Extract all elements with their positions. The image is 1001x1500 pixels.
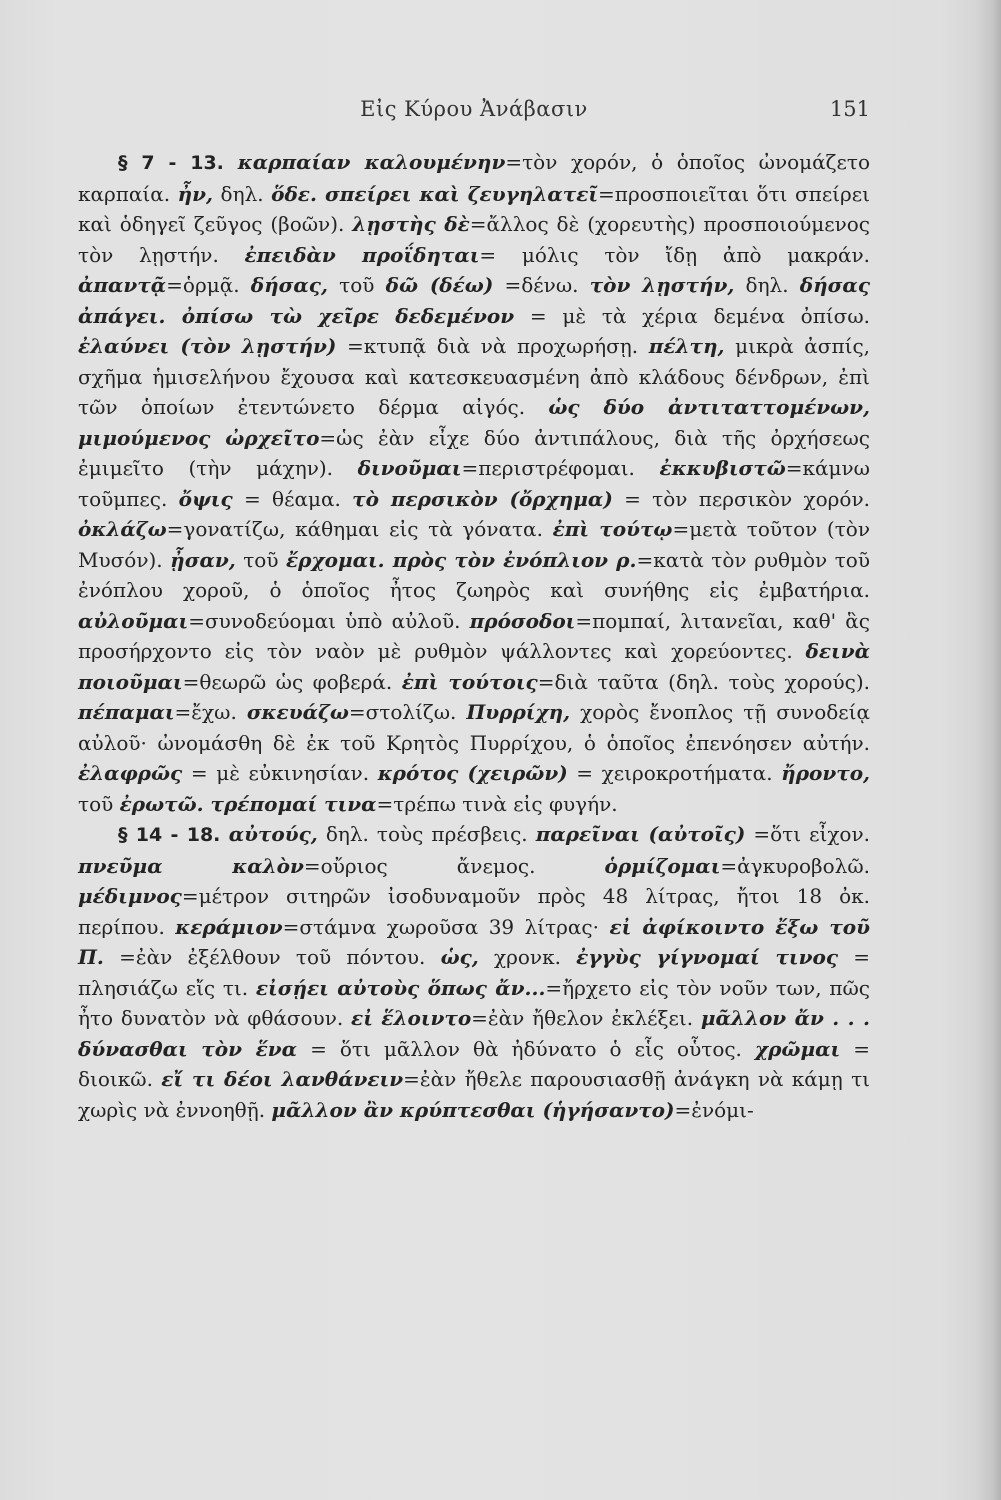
gloss-text: μικρὰ ἀσπίς, σχῆμα ἡμισελήνου ἔχουσα καὶ κατεσκευασμένη ἀπὸ κλάδους δένδρων, ἐπὶ τῶν ὁποίων ἐτεντώνετο δέρμα αἰγός.: [78, 334, 871, 419]
lemma: πρόσοδοι: [469, 608, 576, 633]
lemma: ἐπὶ τούτῳ: [552, 517, 673, 541]
gloss-text: =δένω.: [493, 273, 590, 297]
lemma: αὐλοῦμαι: [78, 608, 189, 633]
gloss-text: =ἄλλος δὲ (χορευτὴς) προσποιούμενος τὸν λῃστήν.: [78, 212, 870, 267]
gloss-text: =ἤρχετο εἰς τὸν νοῦν των, πῶς ἦτο δυνατὸν νὰ φθάσουν.: [78, 975, 870, 1030]
gloss-text: δηλ.: [213, 181, 272, 206]
gloss-text: =ἐὰν ἤθελε παρουσιασθῇ ἀνάγκη νὰ κάμῃ τι χωρὶς νὰ ἐννοηθῇ.: [78, 1067, 870, 1122]
lemma: εἰ ἀφίκοιντο ἔξω τοῦ Π.: [78, 914, 870, 969]
lemma: εἰ ἕλοιντο: [351, 1006, 472, 1030]
commentary-paragraph: [78, 147, 870, 819]
gloss-text: =πομπαί, λιτανεῖαι, καθ' ἃς προσήρχοντο εἰς τὸν ναὸν μὲ ρυθμὸν ψάλλοντες καὶ χορεύοντες.: [78, 608, 870, 663]
section-reference: § 7 - 13.: [118, 152, 238, 174]
lemma: εἰσῄει αὐτοὺς ὅπως ἄν...: [255, 975, 546, 1000]
lemma: ὅδε. σπείρει καὶ ζευγηλατεῖ: [271, 181, 599, 206]
lemma: ἤροντο,: [781, 761, 870, 785]
gloss-text: = πλησιάζω εἴς τι.: [78, 945, 870, 1000]
gloss-text: τοῦ: [327, 273, 386, 297]
gloss-text: δηλ. τοὺς πρέσβεις.: [317, 822, 536, 846]
lemma: τὸν λῃστήν,: [589, 273, 735, 297]
running-head: [78, 97, 870, 131]
lemma: κεράμιον: [175, 914, 283, 939]
lemma: πνεῦμα καλὸν: [78, 853, 304, 878]
gloss-text: = μὲ εὐκινησίαν.: [182, 761, 378, 785]
lemma: ὡς,: [440, 945, 479, 969]
lemma: ὀκλάζω: [78, 517, 167, 541]
lemma: αὐτούς,: [228, 822, 318, 846]
lemma: δῶ (δέω): [385, 273, 494, 297]
gloss-text: = διοικῶ.: [78, 1036, 870, 1091]
gloss-text: =διὰ ταῦτα (δηλ. τοὺς χορούς).: [537, 669, 870, 694]
lemma: μέδιμνος: [78, 884, 182, 908]
gloss-text: = μὲ τὰ χέρια δεμένα ὀπίσω.: [514, 303, 870, 328]
lemma: ἐλαύνει (τὸν λῃστήν): [78, 334, 337, 358]
lemma: ἐγγὺς γίγνομαί τινος: [576, 945, 838, 969]
lemma: ὄψις: [178, 486, 233, 511]
lemma: ἐρωτῶ. τρέπομαί τινα: [119, 791, 377, 816]
gloss-text: =ἐὰν ἤθελον ἐκλέξει.: [471, 1006, 701, 1030]
lemma: δήσας ἀπάγει. ὀπίσω τὼ χεῖρε δεδεμένον: [78, 273, 870, 328]
gloss-text: χρονκ.: [478, 945, 577, 969]
gloss-text: =γονατίζω, κάθημαι εἰς τὰ γόνατα.: [166, 517, 553, 541]
gloss-text: =μέτρον σιτηρῶν ἰσοδυναμοῦν πρὸς 48 λίτρας, ἤτοι 18 ὀκ. περίπου.: [78, 884, 870, 939]
page-number: 151: [829, 97, 870, 121]
gloss-text: χορὸς ἔνοπλος τῇ συνοδείᾳ αὐλοῦ· ὠνομάσθη δὲ ἐκ τοῦ Κρητὸς Πυρρίχου, ὁ ὁποῖος ἐπενόησεν αὐτήν.: [78, 700, 871, 755]
gloss-text: =στάμνα χωροῦσα 39 λίτρας·: [282, 914, 610, 939]
gloss-text: =θεωρῶ ὡς φοβερά.: [182, 669, 402, 694]
lemma: ὡς δύο ἀντιταττομένων, μιμούμενος ὠρχεῖτο: [78, 395, 871, 450]
lemma: πέπαμαι: [78, 700, 175, 724]
gloss-text: =ἀγκυροβολῶ.: [720, 853, 870, 878]
gloss-text: = θέαμα.: [232, 486, 353, 511]
gloss-text: τοῦ: [78, 791, 120, 816]
lemma: ἐπειδὰν προΐδηται: [244, 242, 480, 267]
lemma: ἐκκυβιστῶ: [659, 456, 786, 480]
gloss-text: =κατὰ τὸν ρυθμὸν τοῦ ἐνόπλου χοροῦ, ὁ ὁποῖος ἦτος ζωηρὸς καὶ συνήθης εἰς ἐμβατήρια.: [78, 547, 870, 602]
gloss-text: =συνοδεύομαι ὑπὸ αὐλοῦ.: [188, 608, 470, 633]
gloss-text: =ἔχω.: [174, 700, 247, 724]
gloss-text: = χειροκροτήματα.: [567, 761, 782, 785]
lemma: δεινὰ ποιοῦμαι: [78, 639, 870, 694]
lemma: κρότος (χειρῶν): [377, 761, 568, 785]
gloss-text: =τὸν χορόν, ὁ ὁποῖος ὠνομάζετο καρπαία.: [78, 150, 870, 206]
gloss-text: =ὁρμᾷ.: [166, 273, 251, 297]
lemma: ἔρχομαι. πρὸς τὸν ἐνόπλιον ρ.: [286, 547, 637, 572]
gloss-text: =ὅτι εἶχον.: [745, 822, 870, 846]
lemma: χρῶμαι: [754, 1036, 841, 1061]
gloss-text: = ὅτι μᾶλλον θὰ ἠδύνατο ὁ εἷς οὗτος.: [297, 1036, 755, 1061]
section-reference: § 14 - 18.: [118, 824, 229, 846]
lemma: δινοῦμαι: [357, 456, 462, 480]
lemma: εἴ τι δέοι λανθάνειν: [161, 1067, 404, 1091]
gloss-text: τοῦ: [235, 547, 286, 572]
lemma: σκευάζω: [246, 700, 349, 724]
gloss-text: =στολίζω.: [348, 700, 467, 724]
gloss-text: =ἐὰν ἐξέλθουν τοῦ πόντου.: [103, 945, 441, 969]
lemma: καρπαίαν καλουμένην: [237, 150, 506, 174]
page-edge-shadow: [975, 0, 1001, 1500]
gloss-text: = μόλις τὸν ἴδῃ ἀπὸ μακράν.: [479, 242, 870, 267]
gloss-text: =ὡς ἐὰν εἶχε δύο ἀντιπάλους, διὰ τῆς ὀρχήσεως ἐμιμεῖτο (τὴν μάχην).: [78, 425, 870, 480]
gloss-text: =κτυπᾷ διὰ νὰ προχωρήσῃ.: [336, 334, 649, 358]
gloss-text: δηλ.: [734, 273, 800, 297]
gloss-text: =μετὰ τοῦτον (τὸν Μυσόν).: [78, 517, 870, 572]
gloss-text: =ἐνόμι-: [674, 1097, 754, 1122]
lemma: μᾶλλον ἄν . . . δύνασθαι τὸν ἕνα: [78, 1006, 870, 1061]
lemma: πέλτη,: [648, 334, 725, 358]
gloss-text: =οὔριος ἄνεμος.: [303, 853, 605, 878]
lemma: λῃστὴς δὲ: [352, 212, 470, 236]
lemma: ἦν,: [177, 181, 214, 206]
running-title: Εἰς Κύρου Ἀνάβασιν: [360, 97, 588, 121]
lemma: ᾖσαν,: [170, 547, 236, 572]
gloss-text: =τρέπω τινὰ εἰς φυγήν.: [376, 791, 618, 816]
commentary-paragraph: [78, 819, 870, 1125]
lemma: τὸ περσικὸν (ὄρχημα): [352, 486, 613, 511]
gloss-text: =περιστρέφομαι.: [461, 456, 660, 480]
lemma: Πυρρίχη,: [466, 700, 571, 724]
gloss-text: =κάμνω τοῦμπες.: [78, 456, 870, 511]
commentary-text: [78, 147, 870, 1125]
lemma: δήσας,: [250, 273, 328, 297]
lemma: ἐπὶ τούτοις: [401, 669, 538, 694]
lemma: μᾶλλον ἂν κρύπτεσθαι (ἡγήσαντο): [271, 1097, 675, 1122]
lemma: ἀπαντᾷ: [78, 273, 167, 297]
lemma: παρεῖναι (αὐτοῖς): [535, 822, 746, 846]
gloss-text: = τὸν περσικὸν χορόν.: [612, 486, 870, 511]
lemma: ὁρμίζομαι: [604, 853, 721, 878]
lemma: ἐλαφρῶς: [78, 761, 183, 785]
gloss-text: =προσποιεῖται ὅτι σπείρει καὶ ὁδηγεῖ ζεῦγος (βοῶν).: [78, 181, 870, 236]
